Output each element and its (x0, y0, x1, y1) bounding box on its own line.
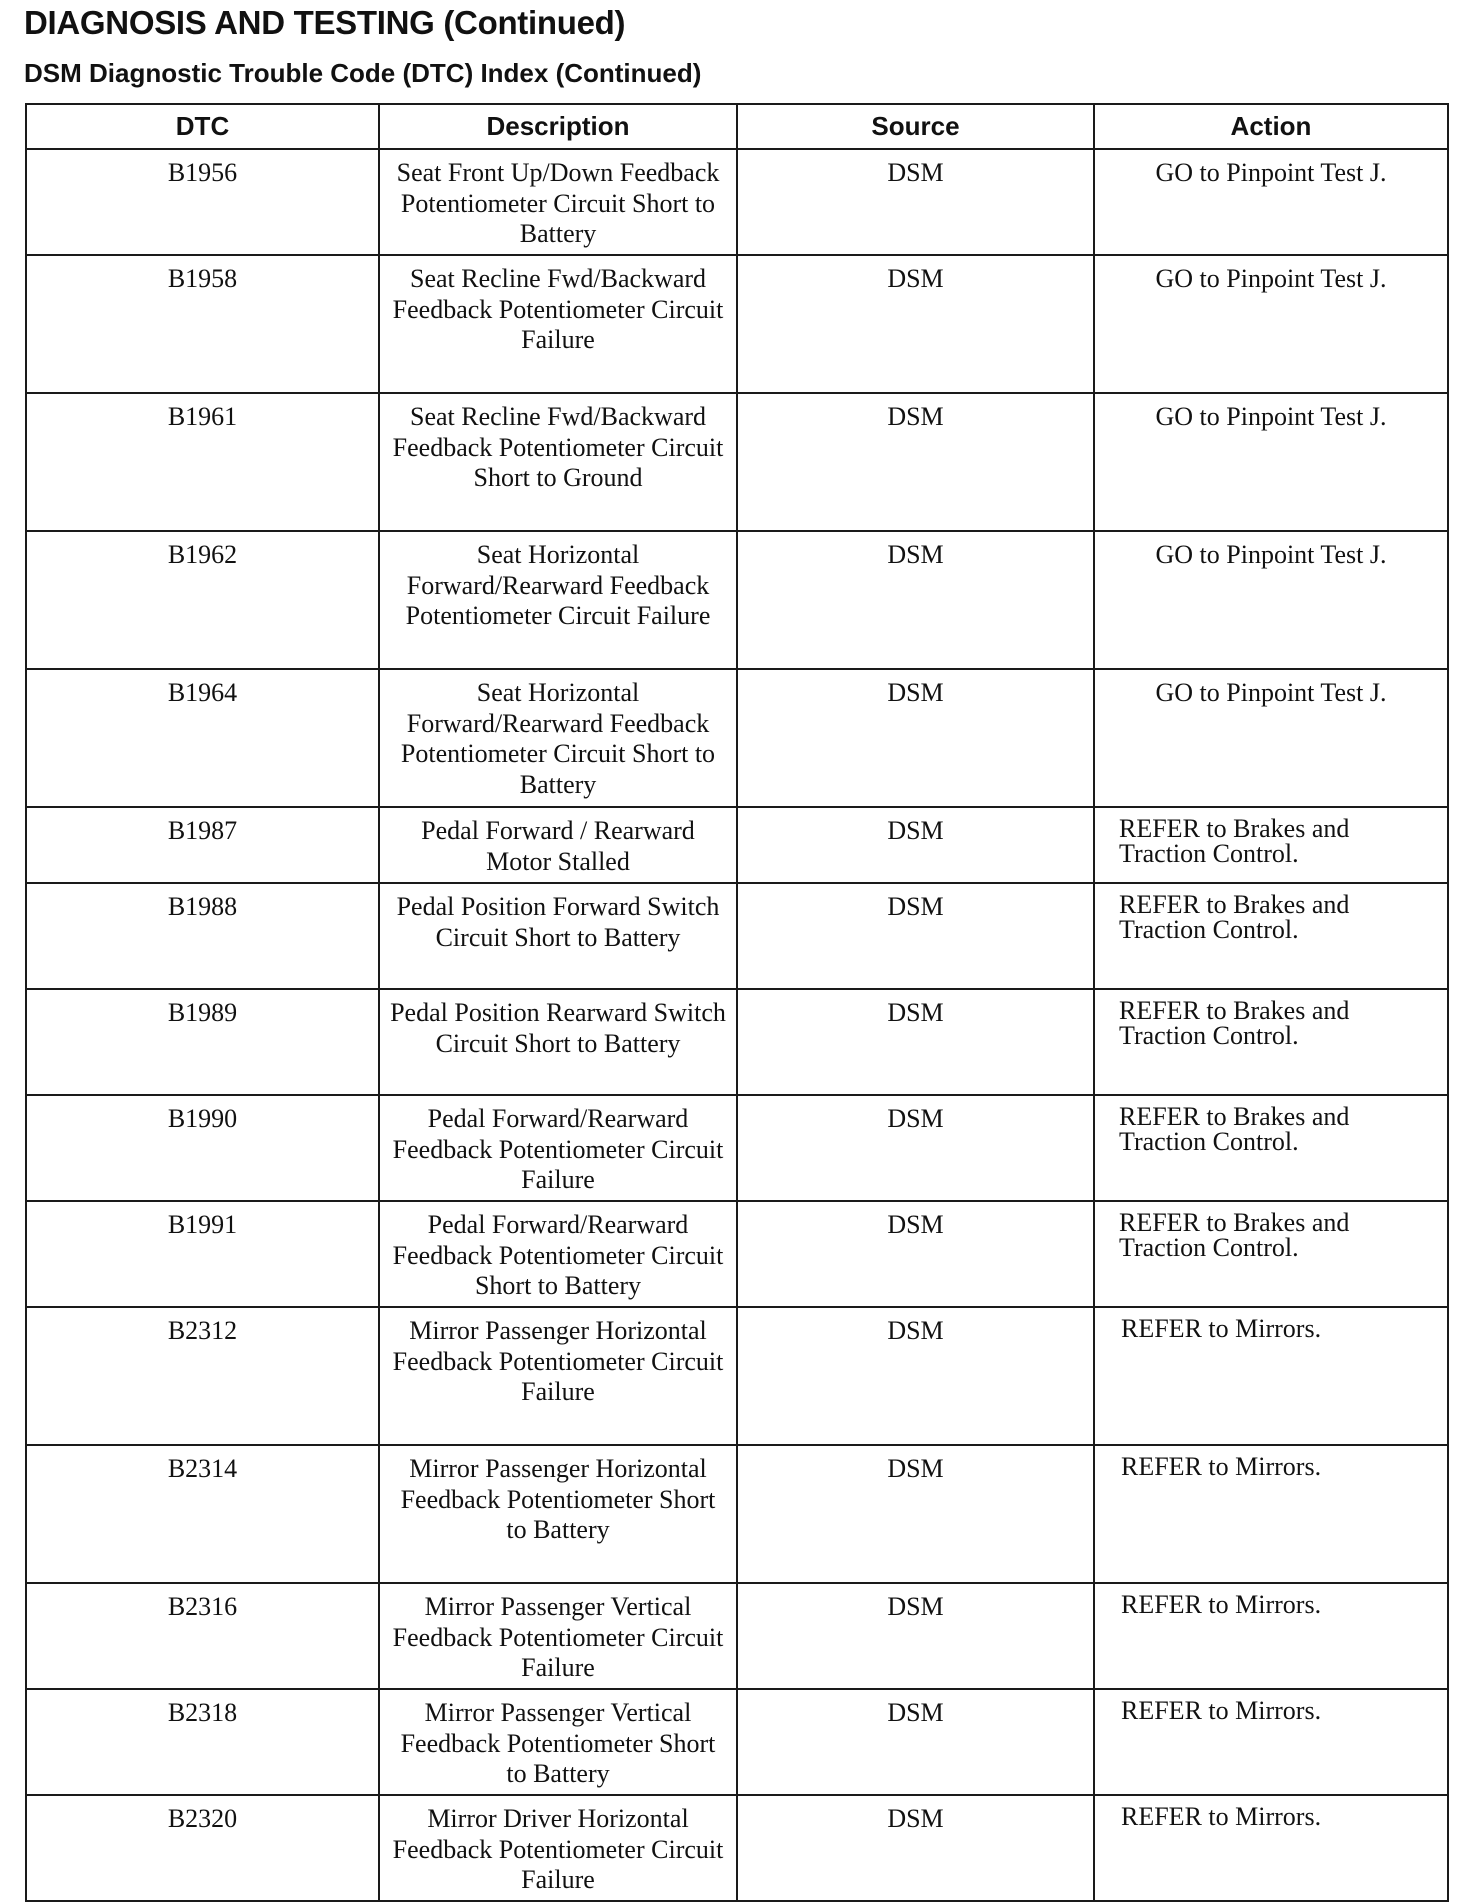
dtc-source: DSM (737, 1583, 1094, 1689)
dtc-code: B2314 (26, 1445, 379, 1583)
dtc-description: Pedal Forward/Rearward Feedback Potentiometer Circuit Failure (379, 1095, 737, 1201)
dtc-code: B1956 (26, 149, 379, 255)
dtc-description: Mirror Passenger Horizontal Feedback Potentiometer Circuit Failure (379, 1307, 737, 1445)
dtc-source: DSM (737, 989, 1094, 1095)
table-row (26, 669, 1448, 807)
dtc-action: REFER to Brakes and Traction Control. (1094, 1201, 1448, 1307)
dtc-code: B1987 (26, 807, 379, 883)
table-row (26, 1445, 1448, 1583)
table-row (26, 149, 1448, 255)
dtc-code: B1958 (26, 255, 379, 393)
dtc-code: B2312 (26, 1307, 379, 1445)
dtc-action: GO to Pinpoint Test J. (1094, 393, 1448, 531)
dtc-action: GO to Pinpoint Test J. (1094, 149, 1448, 255)
dtc-code: B1990 (26, 1095, 379, 1201)
table-row (26, 1583, 1448, 1689)
dtc-index-table (25, 103, 1449, 1902)
dtc-description: Pedal Position Rearward Switch Circuit Short to Battery (379, 989, 737, 1095)
table-row (26, 989, 1448, 1095)
dtc-action: REFER to Brakes and Traction Control. (1094, 807, 1448, 883)
dtc-action: REFER to Mirrors. (1094, 1445, 1448, 1583)
dtc-action: GO to Pinpoint Test J. (1094, 531, 1448, 669)
column-header-dtc: DTC (26, 104, 379, 149)
page-heading: DIAGNOSIS AND TESTING (Continued) (24, 4, 626, 41)
dtc-action: GO to Pinpoint Test J. (1094, 255, 1448, 393)
dtc-description: Seat Horizontal Forward/Rearward Feedback Potentiometer Circuit Short to Battery (379, 669, 737, 807)
dtc-action: REFER to Mirrors. (1094, 1689, 1448, 1795)
dtc-code: B2316 (26, 1583, 379, 1689)
dtc-source: DSM (737, 1307, 1094, 1445)
dtc-source: DSM (737, 1095, 1094, 1201)
dtc-source: DSM (737, 1689, 1094, 1795)
dtc-description: Pedal Forward / Rearward Motor Stalled (379, 807, 737, 883)
dtc-code: B2320 (26, 1795, 379, 1901)
dtc-action: REFER to Mirrors. (1094, 1795, 1448, 1901)
dtc-description: Seat Recline Fwd/Backward Feedback Potentiometer Circuit Short to Ground (379, 393, 737, 531)
column-header-source: Source (737, 104, 1094, 149)
dtc-action: GO to Pinpoint Test J. (1094, 669, 1448, 807)
dtc-description: Seat Horizontal Forward/Rearward Feedback Potentiometer Circuit Failure (379, 531, 737, 669)
dtc-source: DSM (737, 531, 1094, 669)
dtc-action: REFER to Mirrors. (1094, 1307, 1448, 1445)
dtc-source: DSM (737, 1201, 1094, 1307)
table-row (26, 393, 1448, 531)
dtc-source: DSM (737, 1795, 1094, 1901)
dtc-source: DSM (737, 807, 1094, 883)
dtc-description: Mirror Passenger Vertical Feedback Potentiometer Circuit Failure (379, 1583, 737, 1689)
table-row (26, 1689, 1448, 1795)
dtc-source: DSM (737, 669, 1094, 807)
table-row (26, 255, 1448, 393)
dtc-code: B1961 (26, 393, 379, 531)
dtc-source: DSM (737, 883, 1094, 989)
table-row (26, 883, 1448, 989)
dtc-action: REFER to Brakes and Traction Control. (1094, 989, 1448, 1095)
dtc-code: B1964 (26, 669, 379, 807)
dtc-source: DSM (737, 393, 1094, 531)
table-row (26, 807, 1448, 883)
table-header-row (26, 104, 1448, 149)
dtc-source: DSM (737, 255, 1094, 393)
dtc-code: B1991 (26, 1201, 379, 1307)
table-title: DSM Diagnostic Trouble Code (DTC) Index (Continued) (24, 58, 702, 88)
table-row (26, 1201, 1448, 1307)
dtc-code: B1962 (26, 531, 379, 669)
dtc-action: REFER to Brakes and Traction Control. (1094, 883, 1448, 989)
dtc-description: Mirror Driver Horizontal Feedback Potentiometer Circuit Failure (379, 1795, 737, 1901)
dtc-source: DSM (737, 1445, 1094, 1583)
dtc-code: B2318 (26, 1689, 379, 1795)
column-header-description: Description (379, 104, 737, 149)
dtc-description: Pedal Position Forward Switch Circuit Short to Battery (379, 883, 737, 989)
table-row (26, 1095, 1448, 1201)
dtc-source: DSM (737, 149, 1094, 255)
dtc-action: REFER to Mirrors. (1094, 1583, 1448, 1689)
dtc-code: B1989 (26, 989, 379, 1095)
dtc-description: Pedal Forward/Rearward Feedback Potentiometer Circuit Short to Battery (379, 1201, 737, 1307)
dtc-description: Seat Recline Fwd/Backward Feedback Potentiometer Circuit Failure (379, 255, 737, 393)
dtc-description: Mirror Passenger Horizontal Feedback Potentiometer Short to Battery (379, 1445, 737, 1583)
table-row (26, 1795, 1448, 1901)
dtc-code: B1988 (26, 883, 379, 989)
column-header-action: Action (1094, 104, 1448, 149)
dtc-action: REFER to Brakes and Traction Control. (1094, 1095, 1448, 1201)
table-row (26, 531, 1448, 669)
table-row (26, 1307, 1448, 1445)
dtc-description: Mirror Passenger Vertical Feedback Potentiometer Short to Battery (379, 1689, 737, 1795)
dtc-description: Seat Front Up/Down Feedback Potentiometer Circuit Short to Battery (379, 149, 737, 255)
